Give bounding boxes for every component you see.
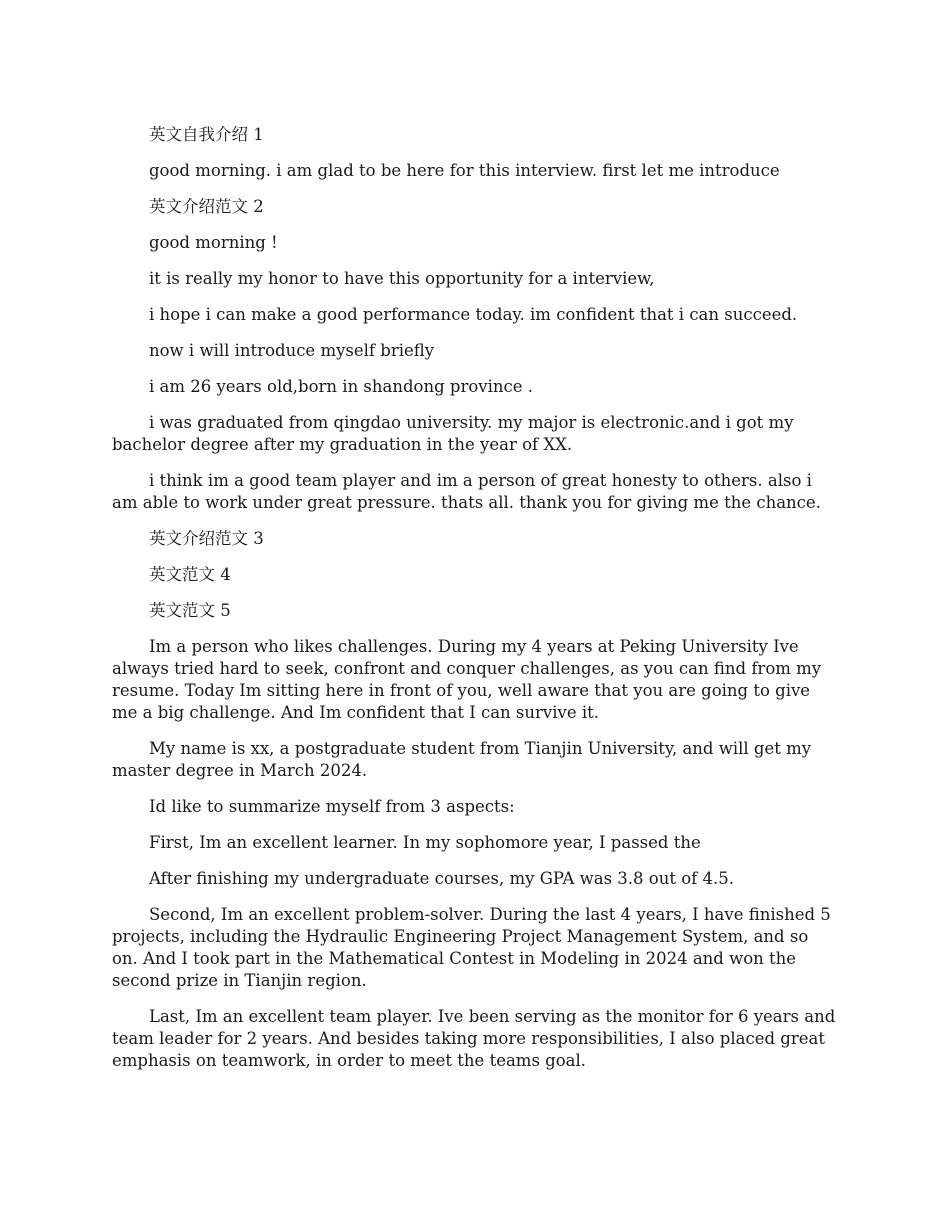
paragraph: now i will introduce myself briefly	[149, 341, 435, 360]
paragraph: i hope i can make a good performance today. im confident that i can succeed.	[149, 305, 798, 324]
heading-self-intro-1: 英文自我介绍 1	[149, 125, 264, 144]
paragraph: good morning. i am glad to be here for this interview. first let me introduce	[149, 161, 780, 180]
paragraph: it is really my honor to have this opportunity for a interview,	[149, 269, 655, 288]
paragraph: Id like to summarize myself from 3 aspects:	[149, 797, 515, 816]
paragraph: good morning !	[149, 233, 278, 252]
heading-sample-4: 英文范文 4	[149, 565, 231, 584]
paragraph: i think im a good team player and im a person of great honesty to others. also i am able to work under great pressure. thats all. thank you for giving me the chance.	[112, 471, 821, 512]
heading-sample-2: 英文介绍范文 2	[149, 197, 264, 216]
document-page	[112, 124, 838, 1086]
paragraph: Second, Im an excellent problem-solver. During the last 4 years, I have finished 5 projects, including the Hydraulic Engineering Project Management System, and so on. And I took part in the Mathematical Contest in Modeling in 2024 and won the second prize in Tianjin region.	[112, 905, 831, 990]
paragraph: Last, Im an excellent team player. Ive been serving as the monitor for 6 years and team leader for 2 years. And besides taking more responsibilities, I also placed great emphasis on teamwork, in order to meet the teams goal.	[112, 1007, 836, 1070]
paragraph: First, Im an excellent learner. In my sophomore year, I passed the	[149, 833, 701, 852]
paragraph: My name is xx, a postgraduate student from Tianjin University, and will get my master degree in March 2024.	[112, 739, 812, 780]
heading-sample-3: 英文介绍范文 3	[149, 529, 264, 548]
heading-sample-5: 英文范文 5	[149, 601, 231, 620]
paragraph: i was graduated from qingdao university. my major is electronic.and i got my bachelor degree after my graduation in the year of XX.	[112, 413, 794, 454]
paragraph: Im a person who likes challenges. During my 4 years at Peking University Ive always tried hard to seek, confront and conquer challenges, as you can find from my resume. Today Im sitting here in front of you, well aware that you are going to give me a big challenge. And Im confident that I can survive it.	[112, 637, 822, 722]
paragraph: i am 26 years old,born in shandong province .	[149, 377, 534, 396]
paragraph: After finishing my undergraduate courses, my GPA was 3.8 out of 4.5.	[149, 869, 734, 888]
